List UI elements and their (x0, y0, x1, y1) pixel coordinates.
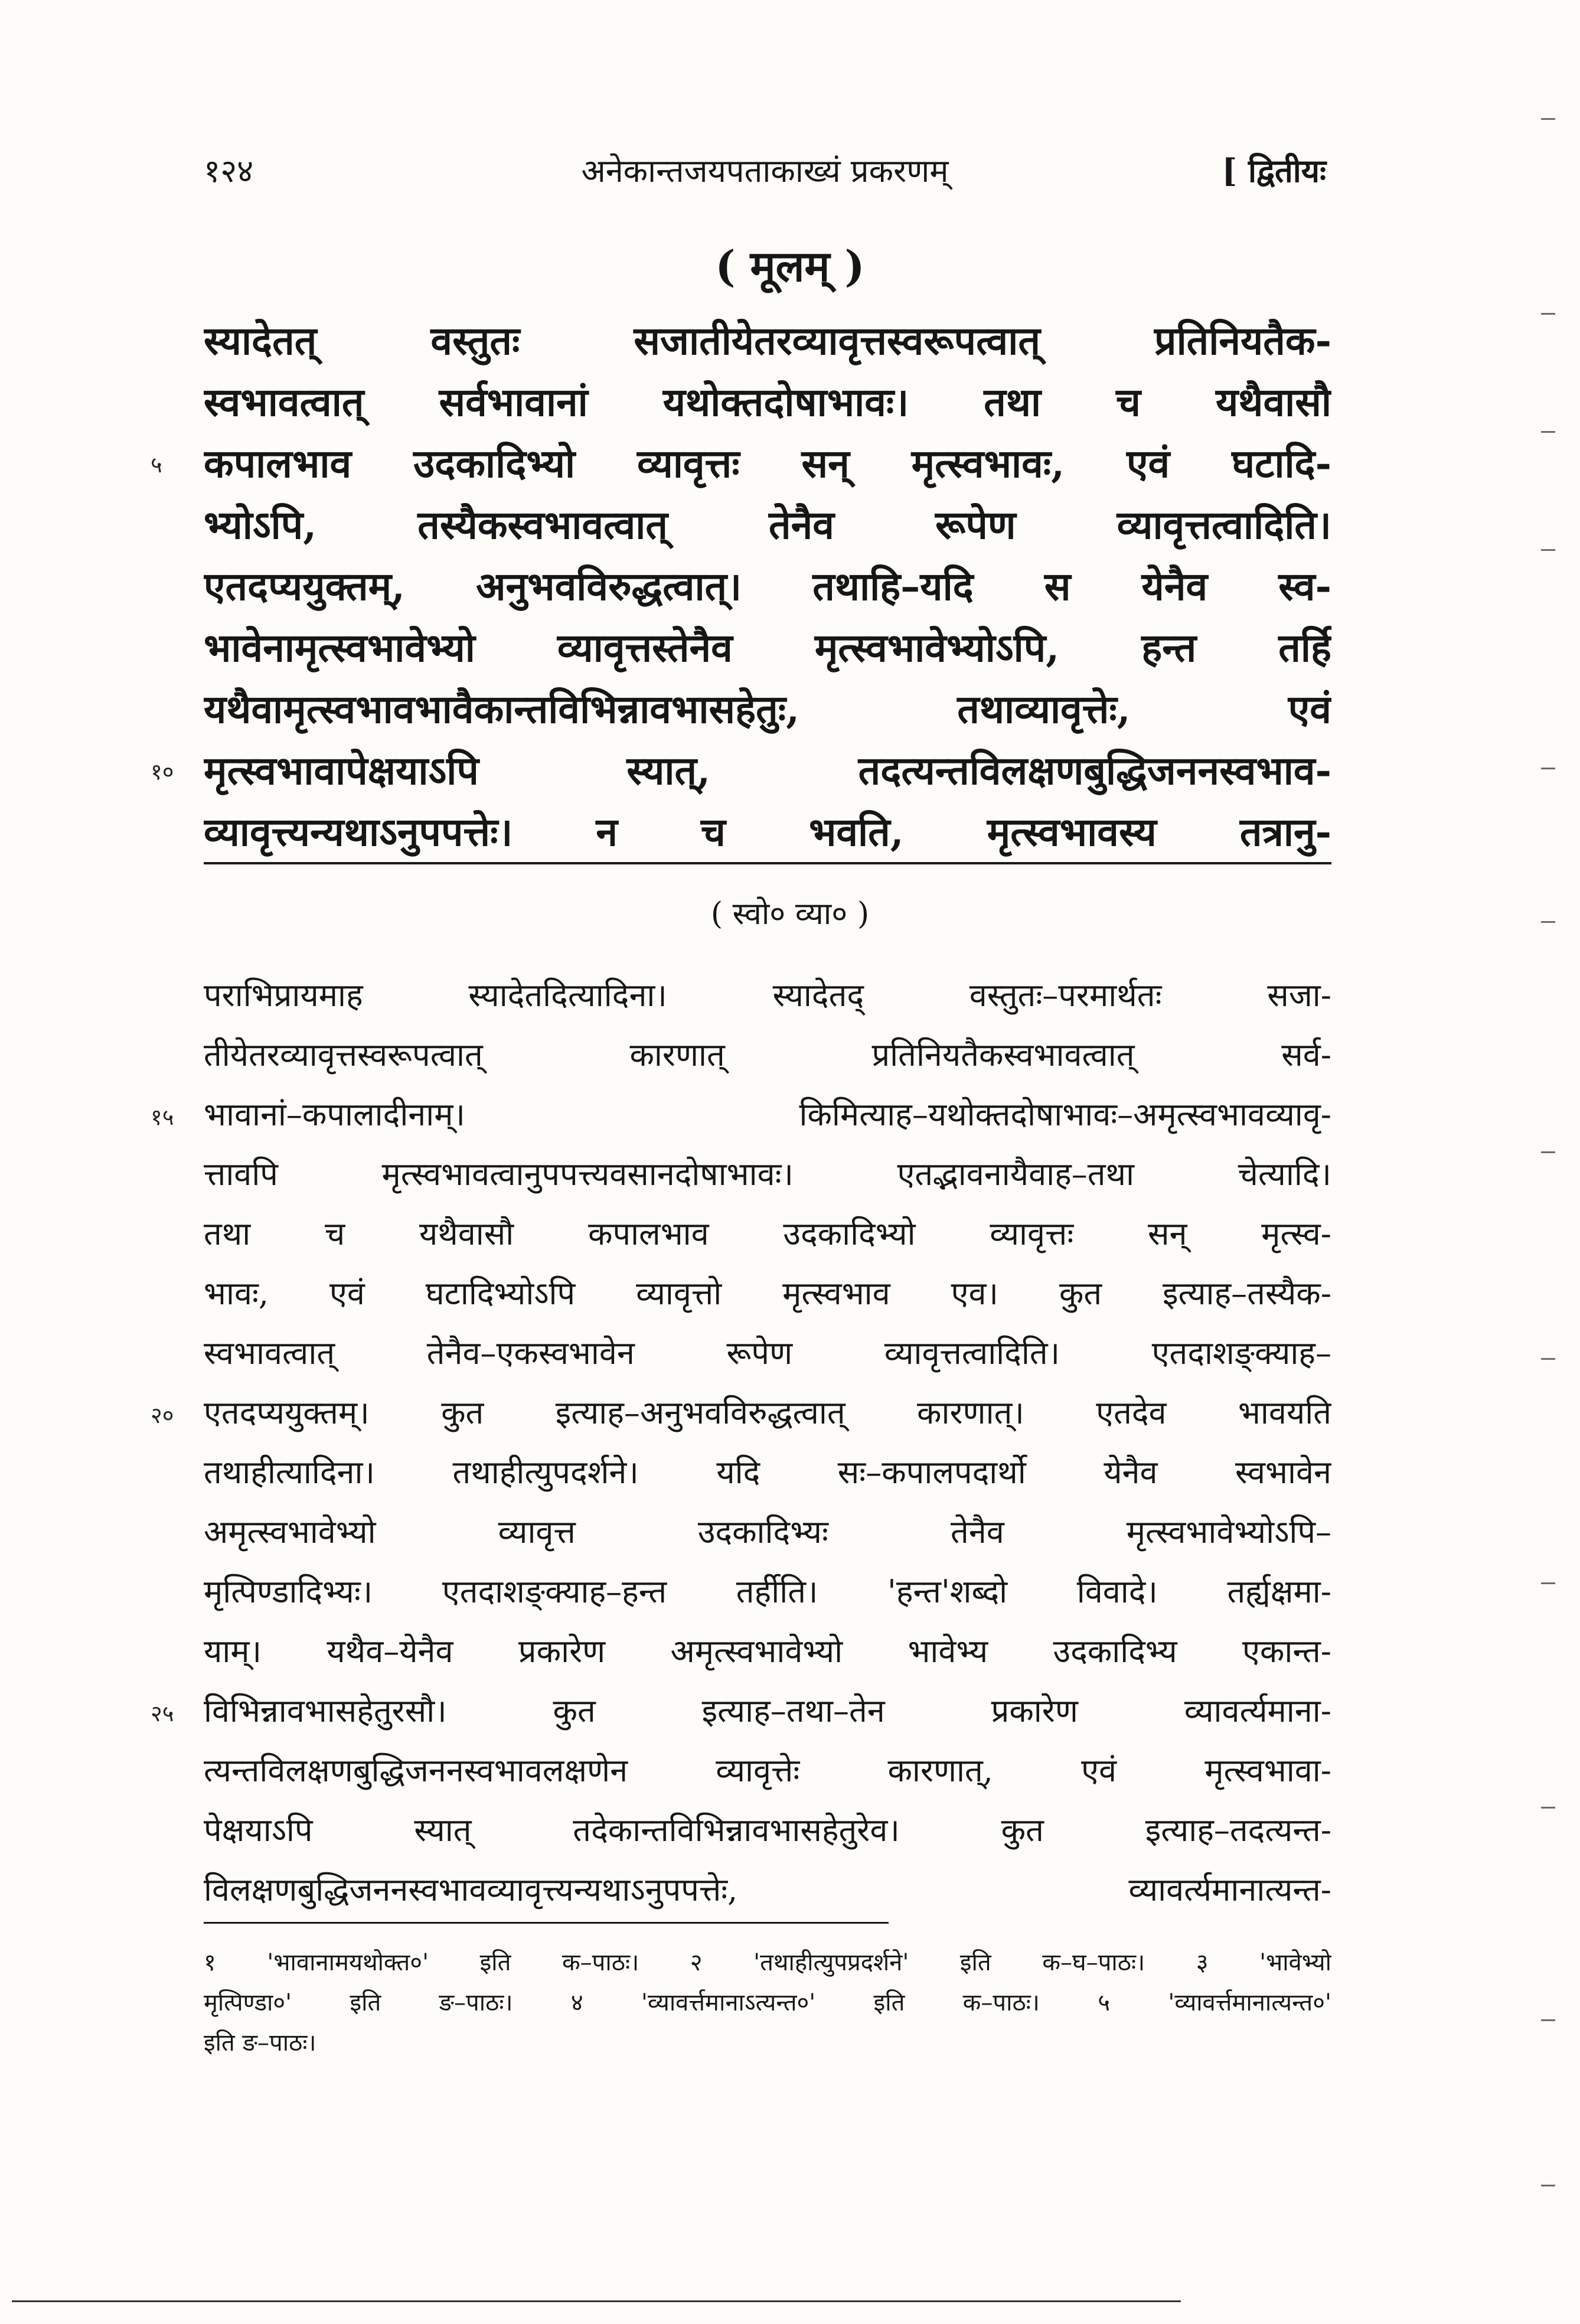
running-title: अनेकान्तजयपताकाख्यं प्रकरणम् (581, 152, 949, 190)
footnote-line: मृत्पिण्डा०' इति ङ–पाठः। ४ 'व्यावर्त्तमानाऽत्यन्त०' इति क–पाठः। ५ 'व्यावर्त्तमानात्यन्त०' (204, 1989, 1331, 2016)
scan-mark (1541, 1807, 1555, 1809)
mula-heading: ( मूलम् ) (715, 241, 865, 291)
commentary-line: त्यन्तविलक्षणबुद्धिजननस्वभावलक्षणेन व्यावृत्तेः कारणात्, एवं मृत्स्वभावा- (204, 1752, 1331, 1789)
commentary-line: तीयेतरव्यावृत्तस्वरूपत्वात् कारणात् प्रतिनियतैकस्वभावत्वात् सर्व- (204, 1036, 1331, 1073)
commentary-line: अमृत्स्वभावेभ्यो व्यावृत्त उदकादिभ्यः तेनैव मृत्स्वभावेभ्योऽपि– (204, 1513, 1331, 1551)
mula-line: कपालभाव उदकादिभ्यो व्यावृत्तः सन् मृत्स्वभावः, एवं घटादि- (204, 440, 1331, 487)
commentary-line: पेक्षयाऽपि स्यात् तदेकान्तविभिन्नावभासहेतुरेव। कुत इत्याह–तदत्यन्त- (204, 1811, 1331, 1849)
mula-line: भ्योऽपि, तस्यैकस्वभावत्वात् तेनैव रूपेण व्यावृत्तत्वादिति। (204, 502, 1331, 548)
line-number: ५ (151, 452, 162, 478)
footnote-divider (204, 1922, 889, 1924)
scan-mark (1541, 1582, 1555, 1584)
line-number: २० (151, 1402, 174, 1428)
scan-mark (1541, 313, 1555, 315)
scan-mark (1541, 549, 1555, 551)
scan-mark (1541, 768, 1555, 769)
commentary-line: तथा च यथैवासौ कपालभाव उदकादिभ्यो व्यावृत्तः सन् मृत्स्व- (204, 1215, 1331, 1252)
commentary-line: भावः, एवं घटादिभ्योऽपि व्यावृत्तो मृत्स्वभाव एव। कुत इत्याह–तस्यैक- (204, 1275, 1331, 1312)
commentary-line: विभिन्नावभासहेतुरसौ। कुत इत्याह–तथा–तेन प्रकारेण व्यावर्त्यमाना- (204, 1692, 1331, 1729)
footnote-line: इति ङ–पाठः। (204, 2029, 316, 2057)
footnote-line: १ 'भावानामयथोक्त०' इति क–पाठः। २ 'तथाहीत्युपप्रदर्शने' इति क–घ–पाठः। ३ 'भावेभ्यो (204, 1949, 1331, 1976)
scan-mark (1541, 2185, 1555, 2186)
mula-line: मृत्स्वभावापेक्षयाऽपि स्यात्, तदत्यन्तविलक्षणबुद्धिजननस्वभाव- (204, 748, 1331, 794)
scan-mark (1541, 2019, 1555, 2021)
mula-line: भावेनामृत्स्वभावेभ्यो व्यावृत्तस्तेनैव मृत्स्वभावेभ्योऽपि, हन्त तर्हि (204, 625, 1331, 671)
scan-mark (1541, 1358, 1555, 1360)
commentary-line: स्वभावत्वात् तेनैव–एकस्वभावेन रूपेण व्यावृत्तत्वादिति। एतदाशङ्क्याह– (204, 1334, 1331, 1372)
commentary-text (204, 965, 1331, 1920)
commentary-line: एतदप्ययुक्तम्। कुत इत्याह–अनुभवविरुद्धत्वात् कारणात्। एतदेव भावयति (204, 1394, 1331, 1431)
commentary-line: पराभिप्रायमाह स्यादेतदित्यादिना। स्यादेतद् वस्तुतः–परमार्थतः सजा- (204, 977, 1331, 1014)
running-header (204, 148, 1326, 201)
scan-mark (1541, 1151, 1555, 1153)
line-number: २५ (151, 1700, 174, 1726)
mula-line: व्यावृत्त्यन्यथाऽनुपपत्तेः। न च भवति, मृत्स्वभावस्य तत्रानु- (204, 809, 1331, 855)
footnotes (204, 1943, 1331, 2063)
mula-line: एतदप्ययुक्तम्, अनुभवविरुद्धत्वात्। तथाहि–यदि स येनैव स्व- (204, 563, 1331, 609)
commentary-line: याम्। यथैव–येनैव प्रकारेण अमृत्स्वभावेभ्यो भावेभ्य उदकादिभ्य एकान्त- (204, 1633, 1331, 1670)
line-number: १० (151, 759, 174, 785)
section-marker: [ द्वितीयः (1222, 152, 1326, 190)
scan-mark (1541, 921, 1555, 923)
commentary-line: मृत्पिण्डादिभ्यः। एतदाशङ्क्याह–हन्त तर्हीति। 'हन्त'शब्दो विवादे। तर्ह्यक्षमा- (204, 1573, 1331, 1610)
mula-line: स्वभावत्वात् सर्वभावानां यथोक्तदोषाभावः। तथा च यथैवासौ (204, 379, 1331, 425)
section-divider (204, 862, 1331, 864)
scan-mark (1541, 431, 1555, 433)
scan-edge-line (12, 2300, 1181, 2302)
line-number: १५ (151, 1104, 174, 1130)
page-number: १२४ (204, 152, 254, 190)
commentary-line: तथाहीत्यादिना। तथाहीत्युपदर्शने। यदि सः–कपालपदार्थो येनैव स्वभावेन (204, 1454, 1331, 1491)
scan-mark (1541, 118, 1555, 120)
commentary-heading: ( स्वो० व्या० ) (710, 896, 870, 932)
mula-text (204, 310, 1331, 863)
commentary-line: भावानां–कपालादीनाम्। किमित्याह–यथोक्तदोषाभावः–अमृत्स्वभावव्यावृ- (204, 1096, 1331, 1133)
mula-line: स्यादेतत् वस्तुतः सजातीयेतरव्यावृत्तस्वरूपत्वात् प्रतिनियतैक- (204, 318, 1331, 364)
commentary-line: त्तावपि मृत्स्वभावत्वानुपपत्त्यवसानदोषाभावः। एतद्भावनायैवाह–तथा चेत्यादि। (204, 1156, 1331, 1193)
commentary-line: विलक्षणबुद्धिजननस्वभावव्यावृत्त्यन्यथाऽनुपपत्तेः, व्यावर्त्यमानात्यन्त- (204, 1871, 1331, 1908)
mula-line: यथैवामृत्स्वभावभावैकान्तविभिन्नावभासहेतुः, तथाव्यावृत्तेः, एवं (204, 686, 1331, 732)
